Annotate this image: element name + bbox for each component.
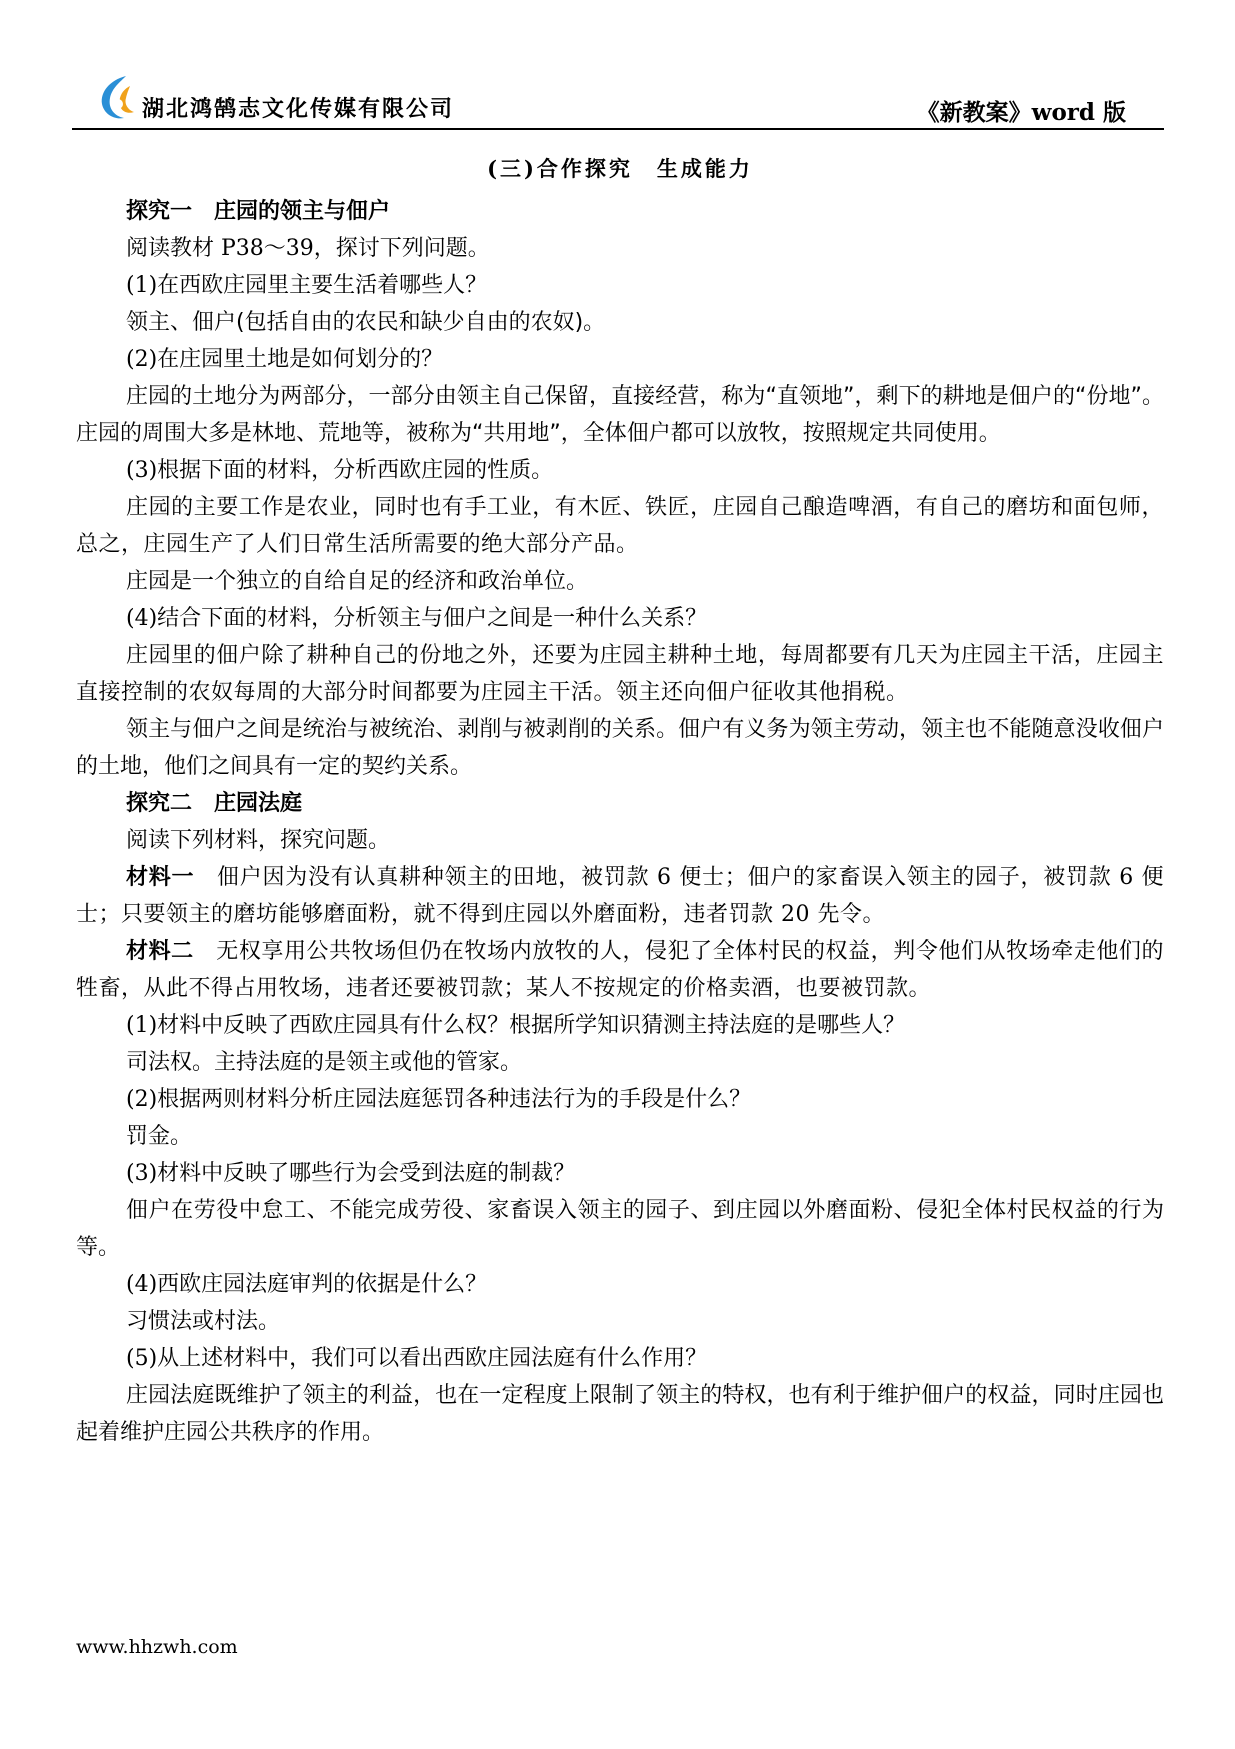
header-divider: [72, 128, 1164, 130]
paragraph-text: 佃户在劳役中怠工、不能完成劳役、家畜误入领主的园子、到庄园以外磨面粉、侵犯全体村民权益的行为等。: [76, 1198, 1164, 1260]
paragraph: [76, 267, 1164, 304]
paragraph-text: 无权享用公共牧场但仍在牧场内放牧的人，侵犯了全体村民的权益，判令他们从牧场牵走他们的牲畜，从此不得占用牧场，违者还要被罚款；某人不按规定的价格卖酒，也要被罚款。: [76, 939, 1164, 1001]
paragraph-text: (4)结合下面的材料，分析领主与佃户之间是一种什么关系？: [126, 606, 708, 631]
paragraph-text: 领主、佃户(包括自由的农民和缺少自由的农奴)。: [126, 310, 606, 335]
paragraph-text: 庄园的土地分为两部分，一部分由领主自己保留，直接经营，称为“直领地”，剩下的耕地是佃户的“份地”。庄园的周围大多是林地、荒地等，被称为“共用地”，全体佃户都可以放牧，按照规定共同使用。: [76, 384, 1164, 446]
paragraph: [76, 452, 1164, 489]
document-body: [76, 155, 1164, 1451]
material-paragraph: [76, 933, 1164, 1007]
paragraph: [76, 1044, 1164, 1081]
paragraph: [76, 1303, 1164, 1340]
paragraph-text: (3)材料中反映了哪些行为会受到法庭的制裁？: [126, 1161, 576, 1186]
paragraph-text: 领主与佃户之间是统治与被统治、剥削与被剥削的关系。佃户有义务为领主劳动，领主也不能随意没收佃户的土地，他们之间具有一定的契约关系。: [76, 717, 1164, 779]
paragraph-text: 佃户因为没有认真耕种领主的田地，被罚款 6 便士；佃户的家畜误入领主的园子，被罚款 6 便士；只要领主的磨坊能够磨面粉，就不得到庄园以外磨面粉，违者罚款 20 先令。: [76, 865, 1164, 927]
paragraph-text: (2)根据两则材料分析庄园法庭惩罚各种违法行为的手段是什么？: [126, 1087, 752, 1112]
paragraph: [76, 1340, 1164, 1377]
paragraph-text: 探究一 庄园的领主与佃户: [126, 199, 391, 224]
paragraph-text: 庄园法庭既维护了领主的利益，也在一定程度上限制了领主的特权，也有利于维护佃户的权益，同时庄园也起着维护庄园公共秩序的作用。: [76, 1383, 1164, 1445]
paragraph: [76, 1377, 1164, 1451]
material-paragraph: [76, 489, 1164, 563]
paragraph-text: 探究二 庄园法庭: [126, 791, 303, 816]
section-title: (三)合作探究 生成能力: [487, 156, 753, 181]
paragraph-text: 阅读教材 P38～39，探讨下列问题。: [126, 236, 490, 261]
edition-label: 《新教案》word 版: [916, 99, 1126, 126]
paragraph: [76, 822, 1164, 859]
section-heading: [76, 785, 1164, 822]
paragraph-text: 阅读下列材料，探究问题。: [126, 828, 391, 853]
paragraph-text: 庄园是一个独立的自给自足的经济和政治单位。: [126, 569, 589, 594]
paragraph: [76, 1266, 1164, 1303]
material-label: 材料二: [126, 939, 194, 964]
paragraph-text: (1)材料中反映了西欧庄园具有什么权？根据所学知识猜测主持法庭的是哪些人？: [126, 1013, 906, 1038]
paragraph-list: [76, 193, 1164, 1451]
paragraph: [76, 341, 1164, 378]
material-label: 材料一: [126, 865, 195, 890]
paragraph: [76, 1007, 1164, 1044]
paragraph-text: 庄园的主要工作是农业，同时也有手工业，有木匠、铁匠，庄园自己酿造啤酒，有自己的磨坊和面包师，总之，庄园生产了人们日常生活所需要的绝大部分产品。: [76, 495, 1164, 557]
paragraph-text: 习惯法或村法。: [126, 1309, 281, 1334]
paragraph-text: (2)在庄园里土地是如何划分的？: [126, 347, 444, 372]
paragraph-text: 司法权。主持法庭的是领主或他的管家。: [126, 1050, 523, 1075]
paragraph-text: 罚金。: [126, 1124, 193, 1149]
paragraph: [76, 600, 1164, 637]
paragraph: [76, 1192, 1164, 1266]
paragraph: [76, 1081, 1164, 1118]
paragraph: [76, 563, 1164, 600]
paragraph: [76, 1118, 1164, 1155]
paragraph: [76, 230, 1164, 267]
company-logo-icon: [96, 74, 138, 122]
paragraph-text: 庄园里的佃户除了耕种自己的份地之外，还要为庄园主耕种土地，每周都要有几天为庄园主干活，庄园主直接控制的农奴每周的大部分时间都要为庄园主干活。领主还向佃户征收其他捐税。: [76, 643, 1164, 705]
company-name: 湖北鸿鹄志文化传媒有限公司: [142, 97, 455, 122]
paragraph: [76, 1155, 1164, 1192]
material-paragraph: [76, 859, 1164, 933]
paragraph-text: (5)从上述材料中，我们可以看出西欧庄园法庭有什么作用？: [126, 1346, 708, 1371]
paragraph: [76, 711, 1164, 785]
paragraph-text: (4)西欧庄园法庭审判的依据是什么？: [126, 1272, 488, 1297]
paragraph: [76, 304, 1164, 341]
page-header: [72, 70, 1164, 128]
section-heading: [76, 193, 1164, 230]
footer-url: www.hhzwh.com: [76, 1636, 238, 1658]
material-paragraph: [76, 637, 1164, 711]
paragraph: [76, 378, 1164, 452]
paragraph-text: (3)根据下面的材料，分析西欧庄园的性质。: [126, 458, 554, 483]
paragraph-text: (1)在西欧庄园里主要生活着哪些人？: [126, 273, 488, 298]
